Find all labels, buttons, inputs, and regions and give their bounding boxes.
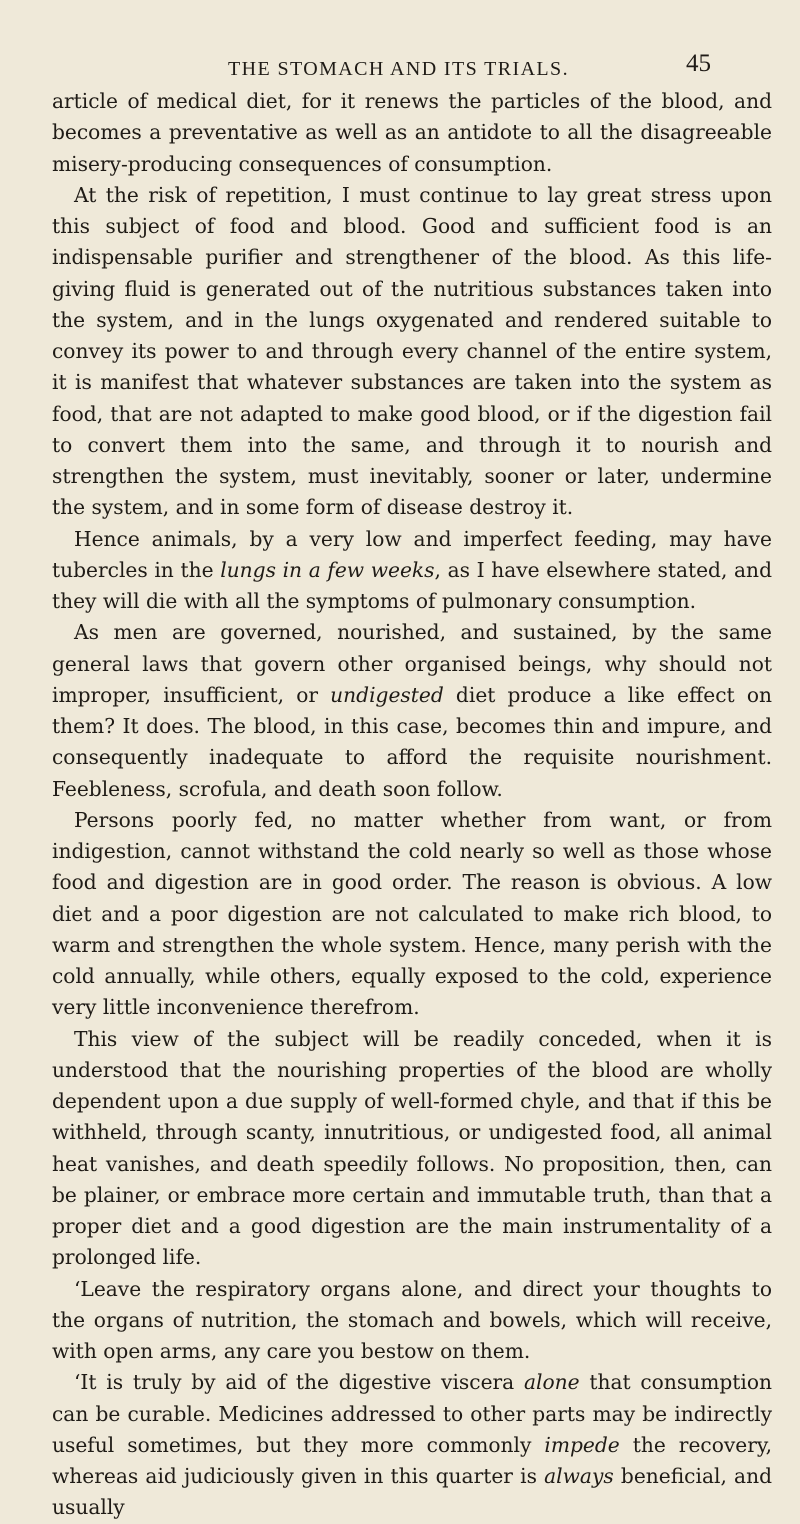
paragraph-6 [52,1024,772,1274]
paragraph-4 [52,617,772,805]
paragraph-text: Persons poorly fed, no matter whether from want, or from indigestion, cannot withstand the cold nearly so well as those whose food and digestion are in good order. The reason is obvious. A low diet and a poor digestion are not calculated to make rich blood, to warm and strengthen the whole system. Hence, many perish with the cold annually, while others, equally exposed to the cold, experience very little inconvenience therefrom. [52,807,772,1020]
italic-emphasis: always [544,1464,614,1488]
italic-emphasis: lungs in a few weeks [220,557,435,582]
paragraph-text: ‘It is truly by aid of the digestive viscera [74,1370,524,1395]
paragraph-text: This view of the subject will be readily conceded, when it is understood that the nourishing properties of the blood are wholly dependent upon a due supply of well-formed chyle, and that if this be withheld, through scanty, innutritious, or undigested food, all animal heat vanishes, and death speedily follows. No proposition, then, can be plainer, or embrace more certain and immutable truth, than that a proper diet and a good digestion are the main instrumentality of a prolonged life. [52,1026,772,1270]
paragraph-text: the recovery, whereas aid judiciously given in this quarter is [52,1432,772,1488]
paragraph-text: , as I have elsewhere stated, and they will die with all the symptoms of pulmonary consumption. [52,557,772,613]
paragraph-text: At the risk of repetition, I must continue to lay great stress upon this subject of food and blood. Good and sufficient food is an indispensable purifier and strengthener of the blood. As this life-giving fluid is generated out of the nutritious substances taken into the system, and in the lungs oxygenated and rendered suitable to convey its power to and through every channel of the entire system, it is manifest that whatever substances are taken into the system as food, that are not adapted to make good blood, or if the digestion fail to convert them into the same, and through it to nourish and strengthen the system, must inevitably, sooner or later, undermine the system, and in some form of disease destroy it. [52,182,772,520]
paragraph-2 [52,180,772,524]
paragraph-7 [52,1274,772,1368]
italic-emphasis: impede [544,1432,620,1457]
italic-emphasis: alone [523,1370,580,1395]
paragraph-1 [52,86,772,180]
paragraph-5 [52,805,772,1024]
paragraph-text: that consumption can be curable. Medicines addressed to other parts may be indirectly useful sometimes, but they more commonly [52,1370,772,1457]
italic-emphasis: undigested [330,682,444,707]
paragraph-text: ‘Leave the respiratory organs alone, and direct your thoughts to the organs of nutrition, the stomach and bowels, which will receive, with open arms, any care you bestow on them. [52,1276,772,1363]
paragraph-text: Hence animals, by a very low and imperfect feeding, may have tubercles in the [52,526,772,582]
paragraph-text: As men are governed, nourished, and sustained, by the same general laws that govern other organised beings, why should not improper, insufficient, or [52,620,772,707]
paragraph-8 [52,1367,772,1523]
running-title: THE STOMACH AND ITS TRIALS. [228,58,569,80]
paragraph-text: beneficial, and usually [52,1464,772,1520]
running-head [0,50,800,84]
paragraph-3 [52,524,772,618]
paragraph-text: diet produce a like effect on them? It does. The blood, in this case, becomes thin and impure, and consequently inadequate to afford the requisite nourishment. Feebleness, scrofula, and death soon follow. [52,682,772,801]
page-number: 45 [686,50,711,77]
paragraph-text: article of medical diet, for it renews the particles of the blood, and becomes a preventative as well as an antidote to all the disagreeable misery-producing consequences of consumption. [52,89,772,176]
body-text [52,86,772,1524]
